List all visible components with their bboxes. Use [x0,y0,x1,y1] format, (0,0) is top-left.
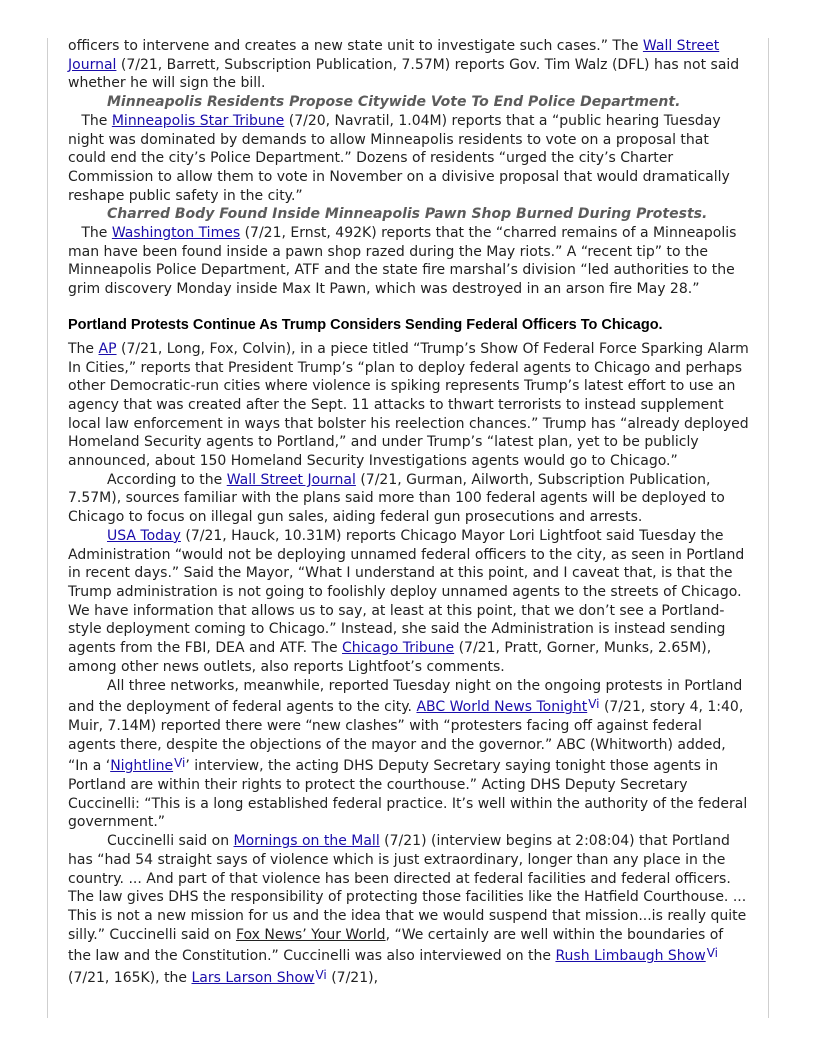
link-chicago-tribune[interactable]: Chicago Tribune [342,640,455,657]
section-heading-portland: Portland Protests Continue As Trump Considers Sending Federal Officers To Chicago. [68,316,663,333]
link-wall-street-journal[interactable]: Wall Street Journal [68,38,720,73]
link-usa-today[interactable]: USA Today [107,527,181,544]
document-page [68,37,750,988]
link-abc-world-news-tonight[interactable]: ABC World News Tonight [416,699,588,716]
right-margin-rule [768,38,769,1018]
link-lars-larson-show[interactable]: Lars Larson Show [191,970,315,987]
paragraph-usa-today: USA Today (7/21, Hauck, 10.31M) reports Chicago Mayor Lori Lightfoot said Tuesday the Administration “would not be deploying unnamed federal officers to the city, as seen in Portland in recent days.” Said the Mayor, “What I understand at this point, and I caveat that, is that the Trump administration is not going to foolishly deploy unnamed agents to the streets of Chicago. We have information that allows us to say, at least at this point, that we don’t see a Portland-style deployment coming to Chicago.” Instead, she said the Administration is instead sending agents from the FBI, DEA and ATF. The Chicago Tribune (7/21, Pratt, Gorner, Munks, 2.65M), among other news outlets, also reports Lightfoot’s comments. [68,527,745,675]
link-ap[interactable]: AP [98,340,117,357]
link-minneapolis-star-tribune[interactable]: Minneapolis Star Tribune [111,112,285,129]
paragraph-cuccinelli: Cuccinelli said on Mornings on the Mall (7/21) (interview begins at 2:08:04) that Portland has “had 54 straight says of violence which is just extraordinary, longer than any place in the country. ... And part of that violence has been directed at federal facilities and federal officers. The law gives DHS the responsibility of protecting those facilities like the Hatfield Courthouse. ... This is not a new mission for us and the idea that we would suspend that mission...is really quite silly.” Cuccinelli said on Fox News’ Your World, “We certainly are well within the boundaries of the law and the Constitution.” Cuccinelli was also interviewed on the Rush Limbaugh ShowVi (7/21, 165K), the Lars Larson ShowVi (7/21), [68,833,747,987]
link-wall-street-journal-2[interactable]: Wall Street Journal [226,471,356,488]
video-icon[interactable]: Vi [315,968,327,983]
paragraph-wsj-chicago: According to the Wall Street Journal (7/21, Gurman, Ailworth, Subscription Publication, 7.57M), sources familiar with the plans said more than 100 federal agents will be deployed to Chicago to focus on illegal gun sales, aiding federal gun prosecutions and arrests. [68,471,725,526]
left-margin-rule [47,38,48,1018]
paragraph-charred-body: Charred Body Found Inside Minneapolis Pawn Shop Burned During Protests. The Washington Times (7/21, Ernst, 492K) reports that the “charred remains of a Minneapolis man have been found inside a pawn shop razed during the May riots.” A “recent tip” to the Minneapolis Police Department, ATF and the state fire marshal’s division “led authorities to the grim discovery Monday inside Max It Pawn, which was destroyed in an arson fire May 28.” [68,206,737,298]
subheading-minneapolis-vote: Minneapolis Residents Propose Citywide Vote To End Police Department. [107,94,681,111]
video-icon[interactable]: Vi [174,756,186,771]
video-icon[interactable]: Vi [588,697,600,712]
link-fox-news-your-world[interactable]: Fox News’ Your World [235,926,386,943]
link-rush-limbaugh-show[interactable]: Rush Limbaugh Show [555,948,706,965]
paragraph-networks: All three networks, meanwhile, reported Tuesday night on the ongoing protests in Portland and the deployment of federal agents to the city. ABC World News TonightVi (7/21, story 4, 1:40, Muir, 7.14M) reported there were “new clashes” with “protesters facing off against federal agents there, despite the objections of the mayor and the governor.” ABC (Whitworth) added, “In a ‘NightlineVi’ interview, the acting DHS Deputy Secretary saying tonight those agents in Portland are within their rights to protect the courthouse.” Acting DHS Deputy Secretary Cuccinelli: “This is a long established federal practice. It’s well within the authority of the federal government.” [68,677,748,831]
link-mornings-on-the-mall[interactable]: Mornings on the Mall [233,833,380,850]
subheading-charred-body: Charred Body Found Inside Minneapolis Pawn Shop Burned During Protests. [107,206,708,223]
paragraph-wsj-walz: officers to intervene and creates a new state unit to investigate such cases.” The Wall Street Journal (7/21, Barrett, Subscription Publication, 7.57M) reports Gov. Tim Walz (DFL) has not said whether he will sign the bill. [68,38,740,92]
video-icon[interactable]: Vi [706,946,718,961]
link-washington-times[interactable]: Washington Times [111,225,241,242]
link-nightline[interactable]: Nightline [110,758,174,775]
paragraph-ap: The AP (7/21, Long, Fox, Colvin), in a piece titled “Trump’s Show Of Federal Force Sparking Alarm In Cities,” reports that President Trump’s “plan to deploy federal agents to Chicago and perhaps other Democratic-run cities where violence is spiking represents Trump’s latest effort to use an agency that was created after the Sept. 11 attacks to thwart terrorists to instead supplement local law enforcement in ways that bolster his reelection chances.” Trump has “already deployed Homeland Security agents to Portland,” and under Trump’s “latest plan, yet to be publicly announced, about 150 Homeland Security Investigations agents would go to Chicago.” [68,340,749,470]
paragraph-minneapolis-vote: Minneapolis Residents Propose Citywide Vote To End Police Department. The Minneapolis Star Tribune (7/20, Navratil, 1.04M) reports that a “public hearing Tuesday night was dominated by demands to allow Minneapolis residents to vote on a proposal that could end the city’s Police Department.” Dozens of residents “urged the city’s Charter Commission to allow them to vote in November on a divisive proposal that would dramatically reshape public safety in the city.” [68,94,730,204]
